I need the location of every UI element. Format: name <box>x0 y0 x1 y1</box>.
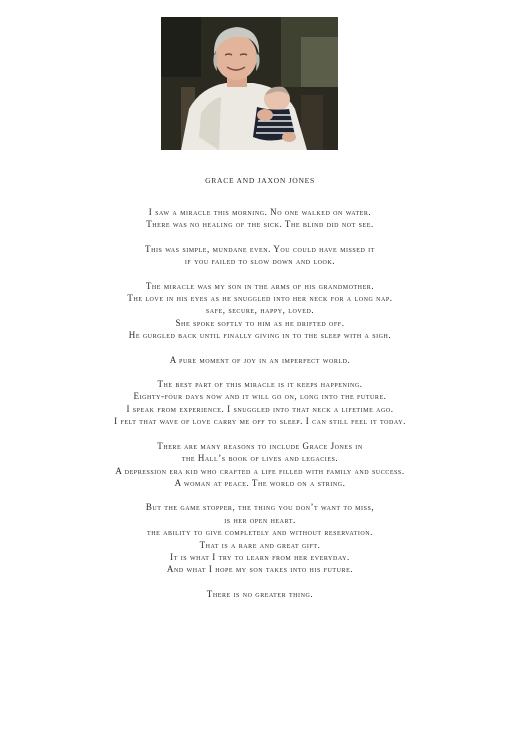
poem-line: A pure moment of joy in an imperfect world. <box>169 354 351 365</box>
poem-line: But the game stopper, the thing you don’t want to miss, <box>145 502 375 513</box>
poem-body <box>0 206 520 612</box>
stanza-1 <box>0 206 520 231</box>
poem-line: And what I hope my son takes into his future. <box>166 564 354 575</box>
poem-line: the Hall’s book of lives and legacies. <box>181 453 339 464</box>
poem-line: I speak from experience. I snuggled into that neck a lifetime ago. <box>126 403 394 414</box>
poem-line: There are many reasons to include Grace Jones in <box>157 440 363 451</box>
photo-illustration <box>161 17 338 150</box>
poem-line: if you failed to slow down and look. <box>184 256 336 267</box>
poem-line: That is a rare and great gift. <box>199 539 321 550</box>
stanza-2 <box>0 243 520 268</box>
poem-line: There is no greater thing. <box>206 588 314 599</box>
stanza-3 <box>0 280 520 342</box>
poem-line: This was simple, mundane even. You could have missed it <box>145 243 375 254</box>
poem-line: safe, secure, happy, loved. <box>205 305 315 316</box>
poem-line: He gurgled back until finally giving in to the sleep with a sigh. <box>128 330 392 341</box>
poem-line: I felt that wave of love carry me off to sleep. I can still feel it today. <box>114 416 406 427</box>
poem-line: the ability to give completely and without reservation. <box>147 527 373 538</box>
stanza-4 <box>0 354 520 366</box>
stanza-6 <box>0 440 520 490</box>
poem-line: A woman at peace. The world on a string. <box>174 477 346 488</box>
page-title: GRACE AND JAXON JONES <box>205 176 315 185</box>
poem-line: She spoke softly to him as he drifted off. <box>175 317 345 328</box>
stanza-8 <box>0 588 520 600</box>
poem-line: There was no healing of the sick. The blind did not see. <box>146 219 374 230</box>
poem-line: Eighty-four days now and it will go on, long into the future. <box>133 391 387 402</box>
poem-line: The miracle was my son in the arms of his grandmother. <box>145 280 375 291</box>
poem-line: is her open heart. <box>224 514 296 525</box>
poem-line: The love in his eyes as he snuggled into her neck for a long nap. <box>127 293 393 304</box>
stanza-5 <box>0 378 520 428</box>
poem-line: The best part of this miracle is it keeps happening. <box>157 379 363 390</box>
poem-line: A depression era kid who crafted a life filled with family and success. <box>115 465 405 476</box>
grandmother-and-baby-photo <box>161 17 338 150</box>
stanza-7 <box>0 501 520 575</box>
poem-line: I saw a miracle this morning. No one walked on water. <box>148 207 372 217</box>
poem-line: It is what I try to learn from her everyday. <box>170 551 350 562</box>
